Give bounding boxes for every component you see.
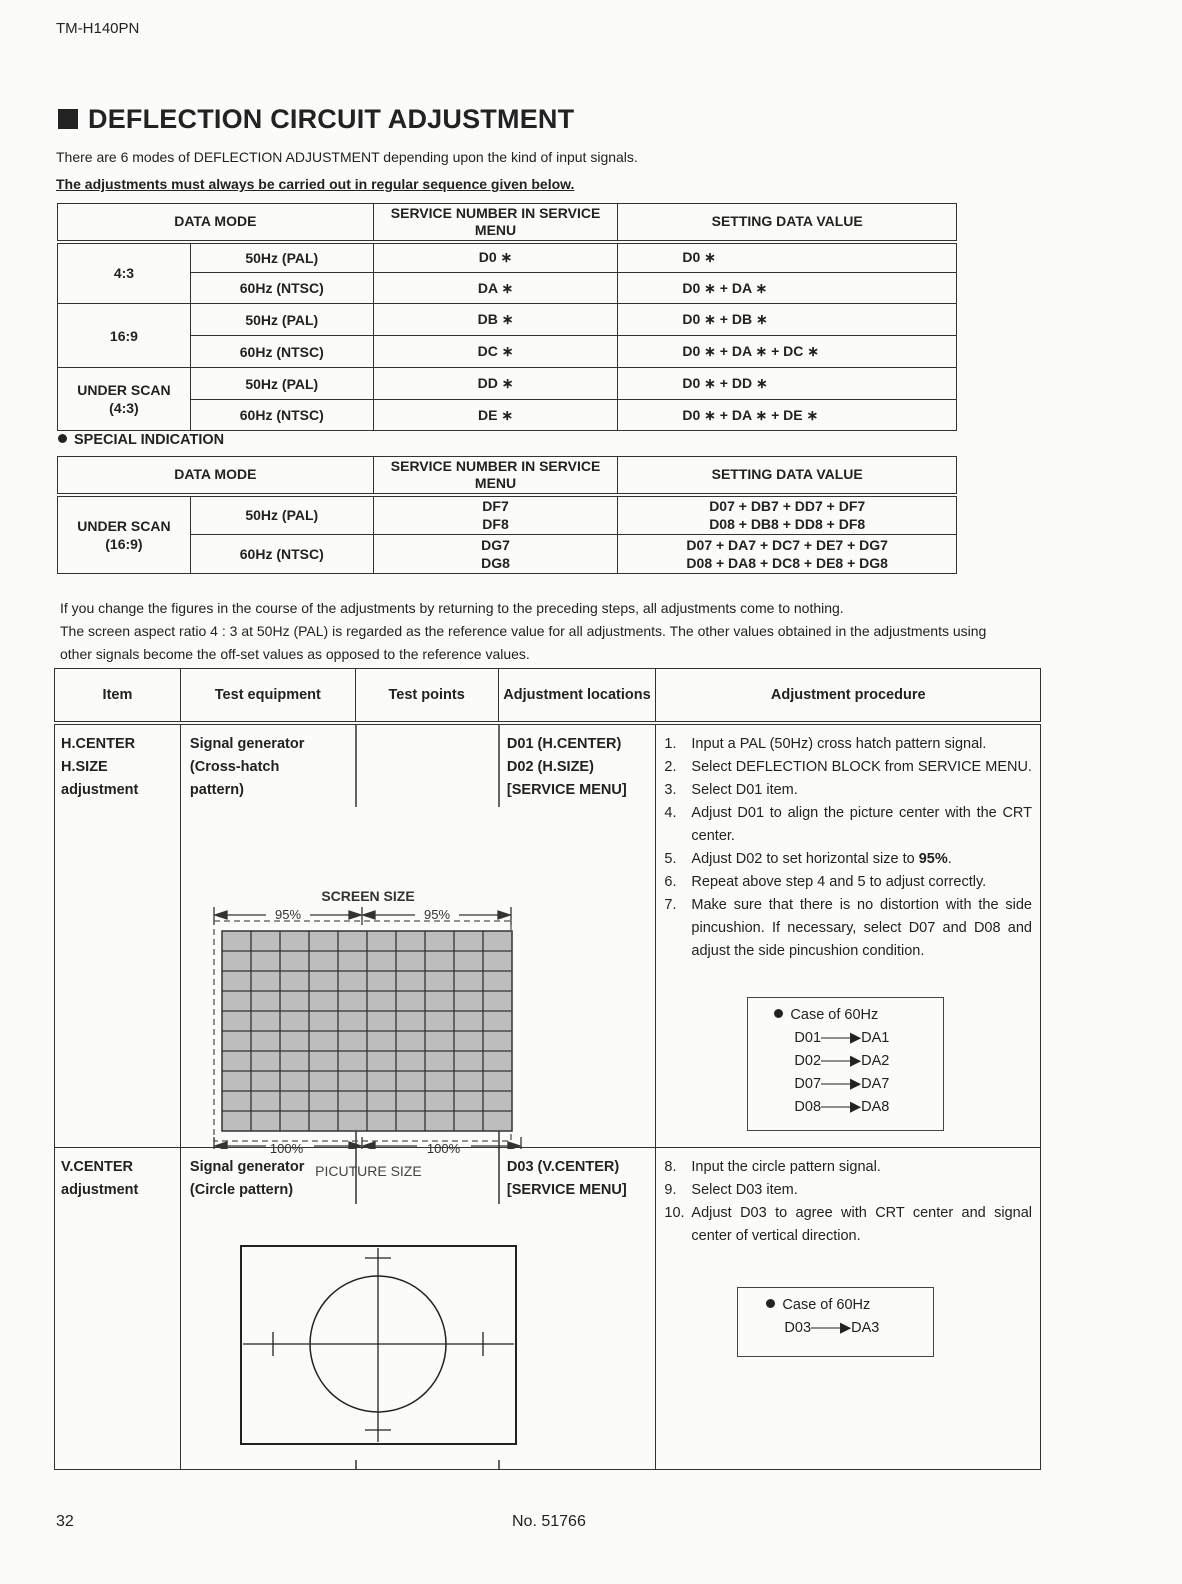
section-title-text: DEFLECTION CIRCUIT ADJUSTMENT [88, 104, 575, 134]
data-mode-table [57, 203, 957, 431]
setting-cell: D07 + DA7 + DC7 + DE7 + DG7 D08 + DA8 + DC8 + DE8 + DG8 [618, 535, 957, 574]
header-data-mode: DATA MODE [58, 204, 374, 242]
arrow-left-icon [363, 911, 375, 919]
header-adjustment-procedure: Adjustment procedure [656, 669, 1041, 724]
setting-cell: D0 ∗ [618, 242, 957, 273]
item-cell: V.CENTER adjustment [55, 1147, 181, 1469]
bullet-icon [774, 1009, 783, 1018]
step-item: 8. Input the circle pattern signal. [664, 1158, 881, 1175]
setting-cell: D0 ∗ + DA ∗ [618, 273, 957, 304]
setting-cell: D0 ∗ + DB ∗ [618, 304, 957, 336]
freq-cell: 50Hz (PAL) [190, 304, 373, 336]
setting-cell: D07 + DB7 + DD7 + DF7 D08 + DB8 + DD8 + DF8 [618, 495, 957, 535]
picture-size-label: PICUTURE SIZE [315, 1163, 422, 1179]
service-cell: DF7 DF8 [373, 495, 618, 535]
setting-cell: D0 ∗ + DA ∗ + DE ∗ [618, 400, 957, 431]
case-item: D08——▶DA8 [794, 1099, 890, 1115]
document-number: No. 51766 [512, 1513, 586, 1530]
service-cell: DA ∗ [373, 273, 618, 304]
arrow-left-icon [215, 911, 227, 919]
note-paragraph: The screen aspect ratio 4 : 3 at 50Hz (PAL) is regarded as the reference value for all adjustments. The other values obtained in the adjustments using other signals become the off-set values as opposed to the reference values. [60, 623, 987, 662]
figure-area [180, 1147, 655, 1469]
procedure-cell [656, 723, 1041, 1147]
size-value: 95% [918, 851, 948, 867]
step-item: 3. Select D01 item. [664, 782, 798, 798]
service-cell: DB ∗ [373, 304, 618, 336]
procedure-cell [656, 1147, 1041, 1469]
bullet-icon [766, 1299, 775, 1308]
step-item: 10. Adjust D03 to agree with CRT center and signal center of vertical direction. [664, 1204, 1032, 1244]
mode-label: UNDER SCAN (16:9) [58, 495, 191, 574]
step-item: 9. Select D03 item. [664, 1181, 798, 1198]
section-title [58, 104, 574, 135]
header-setting-value: SETTING DATA VALUE [618, 457, 957, 495]
header-setting-value: SETTING DATA VALUE [618, 204, 957, 242]
case-item: D07——▶DA7 [794, 1076, 890, 1092]
note-paragraph: If you change the figures in the course of the adjustments by returning to the preceding steps, all adjustments come to nothing. [60, 600, 844, 616]
equipment-cell: Signal generator (Circle pattern) [189, 1158, 305, 1198]
square-bullet-icon [58, 109, 78, 129]
case-item: D03——▶DA3 [784, 1319, 880, 1336]
freq-cell: 60Hz (NTSC) [190, 400, 373, 431]
top-left-percent: 95% [274, 907, 301, 922]
case-item: D02——▶DA2 [794, 1053, 890, 1069]
header-data-mode: DATA MODE [58, 457, 374, 495]
locations-cell: D03 (V.CENTER) [SERVICE MENU] [506, 1158, 627, 1198]
header-service-number: SERVICE NUMBER IN SERVICE MENU [373, 204, 618, 242]
service-cell: DG7 DG8 [373, 535, 618, 574]
locations-cell: D01 (H.CENTER) D02 (H.SIZE) [SERVICE MENU] [506, 736, 627, 798]
special-indication-text: SPECIAL INDICATION [74, 432, 225, 448]
header-test-points: Test points [355, 669, 498, 724]
mode-label: 16:9 [58, 304, 191, 368]
cross-hatch-grid [222, 931, 512, 1131]
procedure-steps [656, 1148, 1040, 1248]
case-title: Case of 60Hz [782, 1296, 871, 1313]
freq-cell: 60Hz (NTSC) [190, 535, 373, 574]
adjustment-table [54, 668, 1041, 1470]
case-60hz-box [737, 1287, 934, 1357]
header-service-number: SERVICE NUMBER IN SERVICE MENU [373, 457, 618, 495]
freq-cell: 50Hz (PAL) [190, 242, 373, 273]
mode-label: UNDER SCAN (4:3) [58, 368, 191, 431]
service-cell: D0 ∗ [373, 242, 618, 273]
arrow-right-icon [498, 911, 510, 919]
special-indication-heading [58, 432, 224, 448]
step-item: 6. Repeat above step 4 and 5 to adjust correctly. [664, 874, 987, 890]
bottom-left-percent: 100% [269, 1141, 304, 1156]
freq-cell: 60Hz (NTSC) [190, 273, 373, 304]
setting-cell: D0 ∗ + DD ∗ [618, 368, 957, 400]
bullet-icon [58, 434, 67, 443]
top-right-percent: 95% [423, 907, 450, 922]
service-cell: DC ∗ [373, 336, 618, 368]
cross-hatch-figure [181, 725, 657, 1149]
freq-cell: 60Hz (NTSC) [190, 336, 373, 368]
service-cell: DE ∗ [373, 400, 618, 431]
sequence-warning: The adjustments must always be carried out in regular sequence given below. [56, 176, 575, 192]
circle-pattern-figure [181, 1148, 657, 1470]
setting-cell: D0 ∗ + DA ∗ + DC ∗ [618, 336, 957, 368]
service-cell: DD ∗ [373, 368, 618, 400]
equipment-cell: Signal generator (Cross-hatch pattern) [189, 736, 305, 798]
header-test-equipment: Test equipment [180, 669, 355, 724]
special-indication-table [57, 456, 957, 574]
step-item: 2. Select DEFLECTION BLOCK from SERVICE MENU. [664, 759, 1032, 775]
step-item: 4. Adjust D01 to align the picture center with the CRT center. [664, 805, 1032, 844]
case-title: Case of 60Hz [790, 1007, 879, 1023]
freq-cell: 50Hz (PAL) [190, 495, 373, 535]
case-item: D01——▶DA1 [794, 1030, 890, 1046]
procedure-steps [656, 725, 1040, 963]
freq-cell: 50Hz (PAL) [190, 368, 373, 400]
screen-size-label: SCREEN SIZE [321, 888, 415, 904]
bottom-right-percent: 100% [426, 1141, 461, 1156]
page-number: 32 [56, 1513, 74, 1530]
header-adjustment-locations: Adjustment locations [498, 669, 656, 724]
step-item: 7. Make sure that there is no distortion with the side pincushion. If necessary, select D07 and D08 and adjust the side pincushion condition. [664, 897, 1032, 959]
header-item: Item [55, 669, 181, 724]
item-cell: H.CENTER H.SIZE adjustment [55, 723, 181, 1147]
step-item: 5. Adjust D02 to set horizontal size to 95%. [664, 851, 952, 867]
arrow-right-icon [349, 911, 361, 919]
step-item: 1. Input a PAL (50Hz) cross hatch pattern signal. [664, 736, 987, 752]
model-number: TM-H140PN [56, 20, 140, 37]
mode-label: 4:3 [58, 242, 191, 304]
case-60hz-box [747, 997, 944, 1131]
intro-text: There are 6 modes of DEFLECTION ADJUSTMENT depending upon the kind of input signals. [56, 149, 638, 165]
